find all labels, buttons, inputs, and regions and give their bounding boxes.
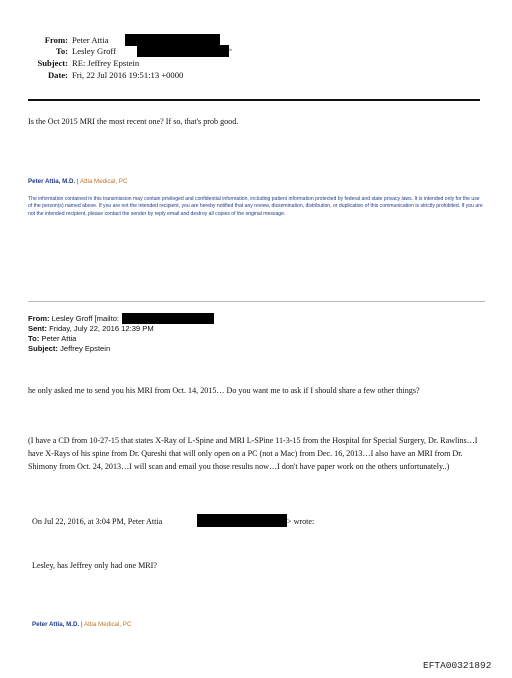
quote-attribution-prefix: On Jul 22, 2016, at 3:04 PM, Peter Attia: [32, 517, 163, 526]
signature-2: [32, 621, 131, 628]
header-to-value: Lesley Groff: [72, 46, 116, 56]
message-paragraph-2: (I have a CD from 10-27-15 that states X-Ray of L-Spine and MRI L-SPine 11-3-15 from the Hospital for Special Surgery, Dr. Rawlins…I have X-Rays of his spine from Dr. Qureshi that will only open on a PC (not a Mac) from Dec. 16, 2013…I also have an MRI from Dr. Shimony from Oct. 24, 2013…I will scan and email you those results now…I don't have paper work on the others unfortunately..): [28, 436, 478, 471]
forward-divider: [28, 301, 485, 302]
header-from-label: From:: [44, 35, 68, 45]
signature-1-company: Attia Medical, PC: [79, 178, 128, 185]
forward-sent-row: [28, 324, 154, 334]
forward-to-label: To:: [28, 334, 40, 343]
forward-subject-label: Subject:: [28, 344, 58, 353]
signature-1-separator: |: [76, 178, 79, 185]
forward-subject-row: [28, 344, 110, 354]
forward-sent-value: Friday, July 22, 2016 12:39 PM: [49, 324, 154, 333]
signature-1: [28, 178, 127, 185]
bates-number: EFTA00321892: [423, 660, 492, 671]
redaction-to-email: [137, 45, 229, 57]
confidentiality-disclaimer: The information contained in this transmission may contain privileged and confidential information, including patient information protected by federal and state privacy laws. It is intended only for the use of the person(s) named above. If you are not the intended recipient, you are hereby notified that any review, dissemination, distribution, or duplication of this communication is strictly prohibited. If you are not the intended recipient, please contact the sender by reply email and destroy all copies of the original message.: [28, 196, 483, 217]
header-divider: [28, 99, 480, 101]
forward-from-value: Lesley Groff [mailto:: [51, 314, 120, 323]
signature-1-name: Peter Attia, M.D.: [28, 178, 76, 185]
forward-subject-value: Jeffrey Epstein: [60, 344, 111, 353]
header-subject-row: [0, 58, 139, 69]
header-date-label: Date:: [47, 70, 68, 80]
header-subject-value: RE: Jeffrey Epstein: [72, 58, 140, 68]
header-to-suffix: »: [229, 47, 232, 53]
header-date-row: [0, 70, 183, 81]
forward-to-value: Peter Attia: [41, 334, 77, 343]
message-paragraph-1: he only asked me to send you his MRI from Oct. 14, 2015… Do you want me to ask if I should share a few other things?: [28, 386, 420, 395]
reply-body: Is the Oct 2015 MRI the most recent one? If so, that's prob good.: [28, 117, 239, 126]
forward-from-row: [28, 314, 119, 324]
signature-2-name: Peter Attia, M.D.: [32, 621, 80, 628]
quote-body: Lesley, has Jeffrey only had one MRI?: [32, 561, 157, 570]
header-from-row: [0, 35, 109, 46]
forward-from-label: From:: [28, 314, 50, 323]
redaction-forward-email: [122, 313, 214, 324]
header-date-value: Fri, 22 Jul 2016 19:51:13 +0000: [72, 70, 184, 80]
header-subject-label: Subject:: [37, 58, 68, 68]
header-to-row: [0, 46, 116, 57]
header-from-value: Peter Attia: [72, 35, 109, 45]
signature-2-separator: |: [80, 621, 83, 628]
redaction-quote-email: [197, 514, 287, 527]
header-to-label: To:: [55, 46, 68, 56]
signature-2-company: Attia Medical, PC: [83, 621, 132, 628]
quote-attribution-suffix: > wrote:: [287, 517, 315, 526]
forward-sent-label: Sent:: [28, 324, 47, 333]
forward-to-row: [28, 334, 76, 344]
